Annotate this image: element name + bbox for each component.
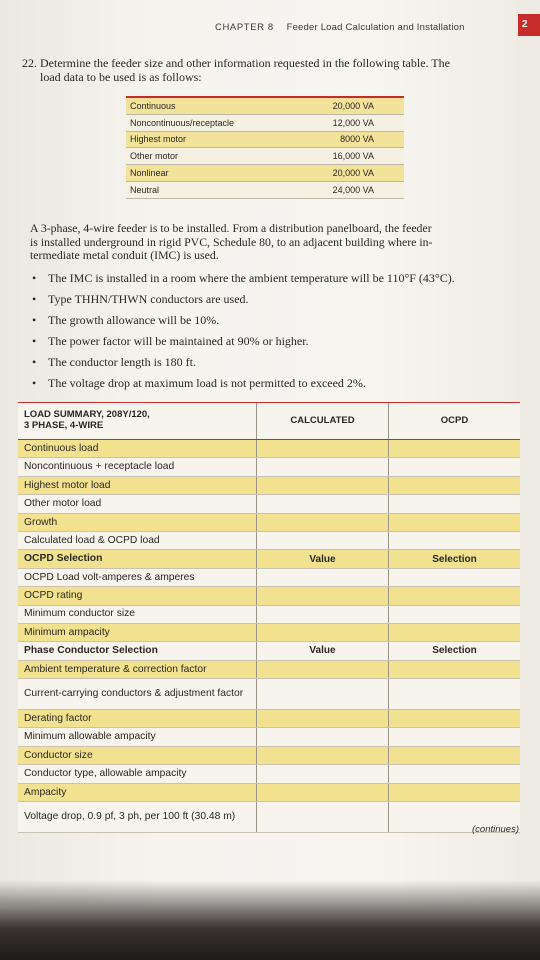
ocpd-cell[interactable] — [388, 728, 520, 745]
calculated-cell[interactable] — [256, 728, 388, 745]
load-value: 16,000 VA — [332, 151, 374, 162]
bullet-text: The growth allowance will be 10%. — [48, 313, 220, 327]
bullet-text: The voltage drop at maximum load is not permitted to exceed 2%. — [48, 376, 366, 390]
header-calculated: CALCULATED — [256, 403, 388, 439]
ocpd-cell[interactable] — [388, 784, 520, 801]
table-row — [18, 765, 520, 783]
calculated-cell[interactable] — [256, 661, 388, 678]
calculated-cell[interactable] — [256, 765, 388, 782]
table-row — [18, 642, 520, 660]
load-label: Highest motor — [130, 134, 187, 145]
row-label: OCPD rating — [24, 590, 83, 602]
header-line-1: LOAD SUMMARY, 208Y/120, — [24, 409, 150, 420]
ocpd-cell[interactable] — [388, 458, 520, 475]
load-value: 20,000 VA — [332, 168, 374, 179]
table-row — [18, 458, 520, 476]
list-item — [32, 289, 537, 310]
calculated-cell[interactable] — [256, 624, 388, 641]
calculated-cell[interactable] — [256, 587, 388, 604]
list-item — [32, 331, 537, 352]
table-row — [18, 728, 520, 746]
table-row — [18, 784, 520, 802]
ocpd-cell[interactable] — [388, 747, 520, 764]
question-number: 22. — [22, 56, 37, 70]
load-data-row — [126, 98, 404, 115]
load-data-row — [126, 182, 404, 199]
row-label: Phase Conductor Selection — [24, 645, 158, 657]
bullet-icon: • — [32, 376, 37, 390]
ocpd-cell[interactable] — [388, 765, 520, 782]
calculated-cell[interactable] — [256, 458, 388, 475]
scenario-paragraph — [30, 222, 525, 263]
paragraph-line-3: termediate metal conduit (IMC) is used. — [30, 248, 219, 262]
calculated-cell[interactable] — [256, 477, 388, 494]
list-item — [32, 373, 537, 394]
ocpd-cell[interactable] — [388, 710, 520, 727]
question-22 — [22, 56, 522, 84]
table-row — [18, 440, 520, 458]
bullet-icon: • — [32, 313, 37, 327]
table-row — [18, 495, 520, 513]
load-data-row — [126, 165, 404, 182]
row-label: Ampacity — [24, 786, 67, 798]
load-data-row — [126, 115, 404, 132]
table-row — [18, 606, 520, 624]
calculated-cell[interactable] — [256, 802, 388, 832]
row-label: Other motor load — [24, 498, 102, 510]
load-label: Neutral — [130, 184, 160, 195]
ocpd-cell[interactable] — [388, 569, 520, 586]
table-header-row — [18, 403, 520, 440]
ocpd-cell[interactable] — [388, 587, 520, 604]
calculated-cell[interactable] — [256, 532, 388, 549]
header-line-2: 3 PHASE, 4-WIRE — [24, 420, 104, 431]
ocpd-cell: Selection — [388, 550, 520, 567]
row-label: Minimum ampacity — [24, 626, 110, 638]
ocpd-cell[interactable] — [388, 606, 520, 623]
ocpd-cell[interactable] — [388, 514, 520, 531]
list-item — [32, 352, 537, 373]
row-label: Minimum conductor size — [24, 608, 136, 620]
page-shadow — [0, 880, 540, 960]
continues-note: (continues) — [472, 824, 519, 835]
bullet-text: Type THHN/THWN conductors are used. — [48, 292, 249, 306]
table-row — [18, 477, 520, 495]
question-line-1: Determine the feeder size and other information requested in the following table. The — [40, 56, 450, 70]
calculated-cell: Value — [256, 550, 388, 567]
paragraph-line-2: is installed underground in rigid PVC, Schedule 80, to an adjacent building where in- — [30, 234, 433, 249]
list-item — [32, 310, 537, 331]
row-label: Minimum allowable ampacity — [24, 731, 156, 743]
bullet-icon: • — [32, 334, 37, 348]
row-label: Noncontinuous + receptacle load — [24, 461, 175, 473]
table-row — [18, 679, 520, 710]
ocpd-cell[interactable] — [388, 440, 520, 457]
load-value: 24,000 VA — [332, 184, 374, 195]
table-row — [18, 624, 520, 642]
table-row — [18, 550, 520, 568]
bullet-text: The power factor will be maintained at 90% or higher. — [48, 334, 309, 348]
running-header — [215, 22, 465, 33]
row-label: OCPD Selection — [24, 553, 103, 565]
page-number-tab: 2 — [518, 14, 540, 36]
condition-bullet-list — [32, 268, 537, 394]
load-summary-table — [18, 402, 520, 833]
row-label: Current-carrying conductors & adjustment factor — [24, 688, 244, 700]
calculated-cell[interactable] — [256, 495, 388, 512]
ocpd-cell[interactable] — [388, 495, 520, 512]
row-label: OCPD Load volt-amperes & amperes — [24, 571, 195, 583]
table-row — [18, 532, 520, 550]
calculated-cell[interactable] — [256, 569, 388, 586]
table-row — [18, 710, 520, 728]
ocpd-cell: Selection — [388, 642, 520, 659]
row-label: Highest motor load — [24, 479, 111, 491]
question-line-2: load data to be used is as follows: — [40, 70, 202, 84]
row-label: Calculated load & OCPD load — [24, 534, 160, 546]
calculated-cell[interactable] — [256, 784, 388, 801]
calculated-cell[interactable] — [256, 514, 388, 531]
header-load-summary — [18, 403, 256, 439]
row-label: Ambient temperature & correction factor — [24, 663, 207, 675]
calculated-cell[interactable] — [256, 679, 388, 709]
load-label: Other motor — [130, 151, 179, 162]
row-label: Conductor type, allowable ampacity — [24, 768, 187, 780]
calculated-cell[interactable] — [256, 710, 388, 727]
load-label: Noncontinuous/receptacle — [130, 117, 235, 128]
load-value: 12,000 VA — [332, 117, 374, 128]
bullet-icon: • — [32, 355, 37, 369]
row-label: Conductor size — [24, 749, 93, 761]
table-row — [18, 661, 520, 679]
table-row — [18, 747, 520, 765]
calculated-cell[interactable] — [256, 440, 388, 457]
ocpd-cell[interactable] — [388, 532, 520, 549]
chapter-title: Feeder Load Calculation and Installation — [286, 22, 465, 33]
load-value: 8000 VA — [340, 134, 374, 145]
chapter-label: CHAPTER 8 — [215, 22, 274, 33]
row-label: Voltage drop, 0.9 pf, 3 ph, per 100 ft (30.48 m) — [24, 811, 236, 823]
bullet-icon: • — [32, 292, 37, 306]
list-item — [32, 268, 537, 289]
table-row — [18, 514, 520, 532]
bullet-icon: • — [32, 271, 37, 285]
load-data-row — [126, 148, 404, 165]
row-label: Growth — [24, 516, 58, 528]
load-data-table — [126, 96, 404, 199]
row-label: Continuous load — [24, 442, 99, 454]
bullet-text: The IMC is installed in a room where the ambient temperature will be 110°F (43°C). — [48, 271, 455, 285]
row-label: Derating factor — [24, 713, 92, 725]
load-label: Nonlinear — [130, 168, 169, 179]
calculated-cell: Value — [256, 642, 388, 659]
calculated-cell[interactable] — [256, 747, 388, 764]
load-data-row — [126, 132, 404, 149]
table-row — [18, 569, 520, 587]
paragraph-line-1: A 3-phase, 4-wire feeder is to be installed. From a distribution panelboard, the feeder — [30, 221, 432, 235]
ocpd-cell[interactable] — [388, 624, 520, 641]
ocpd-cell[interactable] — [388, 679, 520, 709]
table-row — [18, 587, 520, 605]
table-row — [18, 802, 520, 833]
bullet-text: The conductor length is 180 ft. — [48, 355, 196, 369]
ocpd-cell[interactable] — [388, 477, 520, 494]
ocpd-cell[interactable] — [388, 661, 520, 678]
load-value: 20,000 VA — [332, 100, 374, 111]
load-label: Continuous — [130, 100, 176, 111]
header-ocpd: OCPD — [388, 403, 520, 439]
calculated-cell[interactable] — [256, 606, 388, 623]
